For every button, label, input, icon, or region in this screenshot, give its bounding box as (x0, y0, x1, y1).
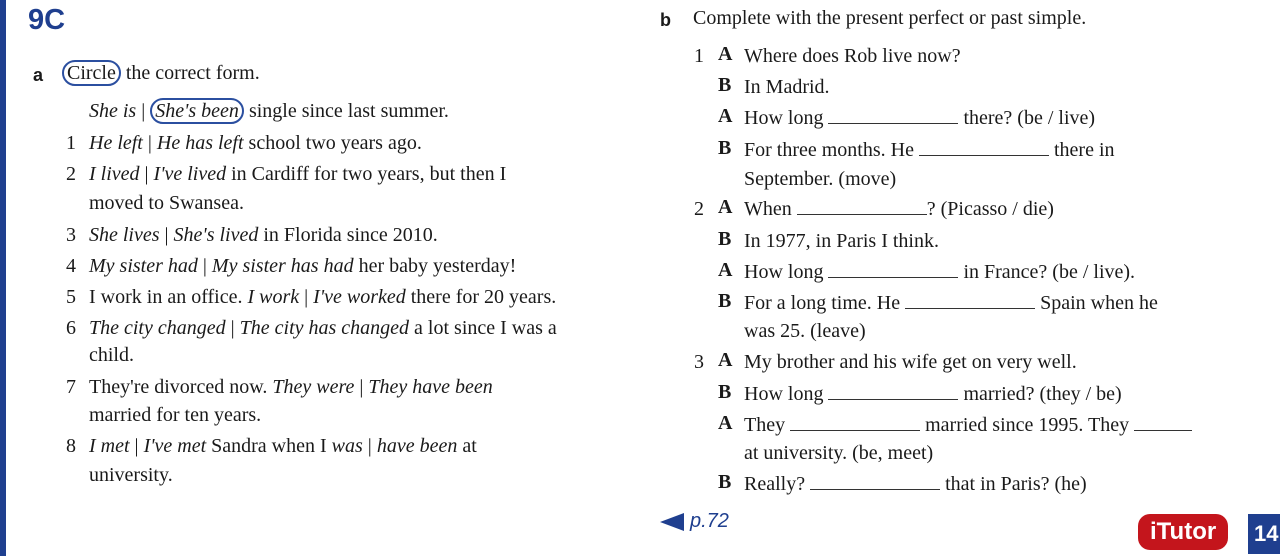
example-rest: single since last summer. (248, 100, 449, 122)
line-text: For three months. He (744, 139, 914, 161)
line-text: When (744, 198, 792, 220)
item-text: Sandra when I (211, 435, 327, 457)
item-number: 8 (66, 435, 76, 457)
example-line (89, 98, 449, 124)
section-a-letter: a (33, 65, 44, 85)
item-prefix: I work in an office. (89, 286, 243, 308)
speaker-label: B (718, 228, 732, 250)
speaker-label: A (718, 105, 733, 127)
answer-blank[interactable] (790, 412, 920, 431)
option-a: She lives (89, 224, 160, 246)
speaker-label: A (718, 196, 733, 218)
option-b: I've met (143, 435, 207, 457)
arrow-left-icon (660, 513, 684, 531)
option-b: She's lived (173, 224, 259, 246)
item-continuation: university. (89, 464, 173, 486)
list-item: She lives | She's lived in Florida since 2010. (89, 224, 438, 246)
dialogue-continuation: was 25. (leave) (744, 320, 866, 342)
dialogue-line: In Madrid. (744, 76, 830, 98)
option-a: They were (272, 376, 355, 398)
line-text: They (744, 414, 786, 436)
speaker-label: A (718, 43, 733, 65)
dialogue-number: 3 (694, 351, 704, 373)
item-number: 2 (66, 163, 76, 185)
itutor-badge[interactable]: iTutor (1138, 514, 1228, 550)
line-text: Spain when he (1040, 292, 1158, 314)
dialogue-line (744, 137, 1115, 163)
instruction-rest: the correct form. (125, 62, 260, 84)
line-text: How long (744, 107, 824, 129)
example-option-1: She is (89, 100, 137, 122)
dialogue-line (744, 381, 1122, 407)
option-b: He has left (156, 132, 244, 154)
item-number: 5 (66, 286, 76, 308)
answer-blank[interactable] (905, 290, 1035, 309)
list-item: They're divorced now. They were | They have been (89, 376, 493, 398)
page-reference-text: p.72 (690, 510, 729, 532)
section-b-letter: b (660, 10, 671, 30)
line-text: married since 1995. They (925, 414, 1130, 436)
option-a: My sister had (89, 255, 198, 277)
option-c: was (331, 435, 363, 457)
option-b: My sister has had (211, 255, 354, 277)
speaker-label: A (718, 412, 733, 434)
line-text: that in Paris? (he) (945, 473, 1087, 495)
item-text: in Cardiff for two years, but then I (231, 163, 507, 185)
speaker-label: B (718, 290, 732, 312)
dialogue-number: 1 (694, 45, 704, 67)
instruction-circle-word: Circle (62, 60, 121, 86)
speaker-label: A (718, 349, 733, 371)
line-text: there? (be / live) (963, 107, 1096, 129)
item-prefix: They're divorced now. (89, 376, 268, 398)
line-text: ? (Picasso / die) (926, 198, 1054, 220)
list-item: The city changed | The city has changed a lot since I was a (89, 317, 557, 339)
list-item: I work in an office. I work | I've worked there for 20 years. (89, 286, 557, 308)
line-text: Really? (744, 473, 806, 495)
item-number: 7 (66, 376, 76, 398)
option-a: He left (89, 132, 143, 154)
dialogue-continuation: at university. (be, meet) (744, 442, 934, 464)
option-b: I've worked (313, 286, 406, 308)
option-b: The city has changed (239, 317, 410, 339)
list-item: My sister had | My sister has had her baby yesterday! (89, 255, 517, 277)
item-number: 6 (66, 317, 76, 339)
speaker-label: B (718, 137, 732, 159)
unit-heading: 9C (28, 4, 66, 36)
list-item: I met | I've met Sandra when I was | have been at (89, 435, 477, 457)
speaker-label: A (718, 259, 733, 281)
option-a: The city changed (89, 317, 226, 339)
option-a: I met (89, 435, 130, 457)
dialogue-line (744, 196, 1054, 222)
option-d: have been (376, 435, 458, 457)
dialogue-line (744, 471, 1087, 497)
option-b: I've lived (153, 163, 227, 185)
speaker-label: B (718, 381, 732, 403)
dialogue-line (744, 259, 1135, 285)
answer-blank[interactable] (828, 105, 958, 124)
dialogue-line (744, 290, 1158, 316)
item-text: school two years ago. (248, 132, 422, 154)
dialogue-line (744, 105, 1095, 131)
line-text: in France? (be / live). (963, 261, 1136, 283)
option-b: They have been (368, 376, 493, 398)
answer-blank[interactable] (1134, 412, 1192, 431)
line-text: there in (1053, 139, 1115, 161)
line-text: How long (744, 261, 824, 283)
list-item: He left | He has left school two years ago. (89, 132, 422, 154)
line-text: How long (744, 383, 824, 405)
option-a: I work (247, 286, 300, 308)
line-text: For a long time. He (744, 292, 901, 314)
speaker-label: B (718, 471, 732, 493)
item-text: at (462, 435, 477, 457)
answer-blank[interactable] (919, 137, 1049, 156)
dialogue-line (744, 412, 1192, 438)
answer-blank[interactable] (828, 259, 958, 278)
item-text: in Florida since 2010. (263, 224, 438, 246)
section-a-instruction (62, 60, 260, 86)
left-edge-bar (0, 0, 6, 556)
section-b-instruction: Complete with the present perfect or past simple. (693, 7, 1087, 29)
item-continuation: moved to Swansea. (89, 192, 244, 214)
item-continuation: child. (89, 344, 134, 366)
item-text: there for 20 years. (410, 286, 557, 308)
dialogue-line: In 1977, in Paris I think. (744, 230, 939, 252)
item-number: 4 (66, 255, 76, 277)
example-option-2-circled: She's been (150, 98, 244, 124)
answer-blank[interactable] (797, 196, 927, 215)
dialogue-continuation: September. (move) (744, 168, 897, 190)
answer-blank[interactable] (810, 471, 940, 490)
item-text: her baby yesterday! (358, 255, 517, 277)
page-number: 14 (1248, 514, 1280, 554)
item-number: 3 (66, 224, 76, 246)
line-text: married? (they / be) (963, 383, 1122, 405)
speaker-label: B (718, 74, 732, 96)
dialogue-number: 2 (694, 198, 704, 220)
separator: | (141, 100, 146, 122)
item-continuation: married for ten years. (89, 404, 262, 426)
item-number: 1 (66, 132, 76, 154)
dialogue-line: My brother and his wife get on very well. (744, 351, 1077, 373)
item-text: a lot since I was a (414, 317, 557, 339)
option-a: I lived (89, 163, 140, 185)
page-reference-link[interactable] (660, 510, 729, 533)
dialogue-line: Where does Rob live now? (744, 45, 961, 67)
list-item: I lived | I've lived in Cardiff for two years, but then I (89, 163, 507, 185)
answer-blank[interactable] (828, 381, 958, 400)
